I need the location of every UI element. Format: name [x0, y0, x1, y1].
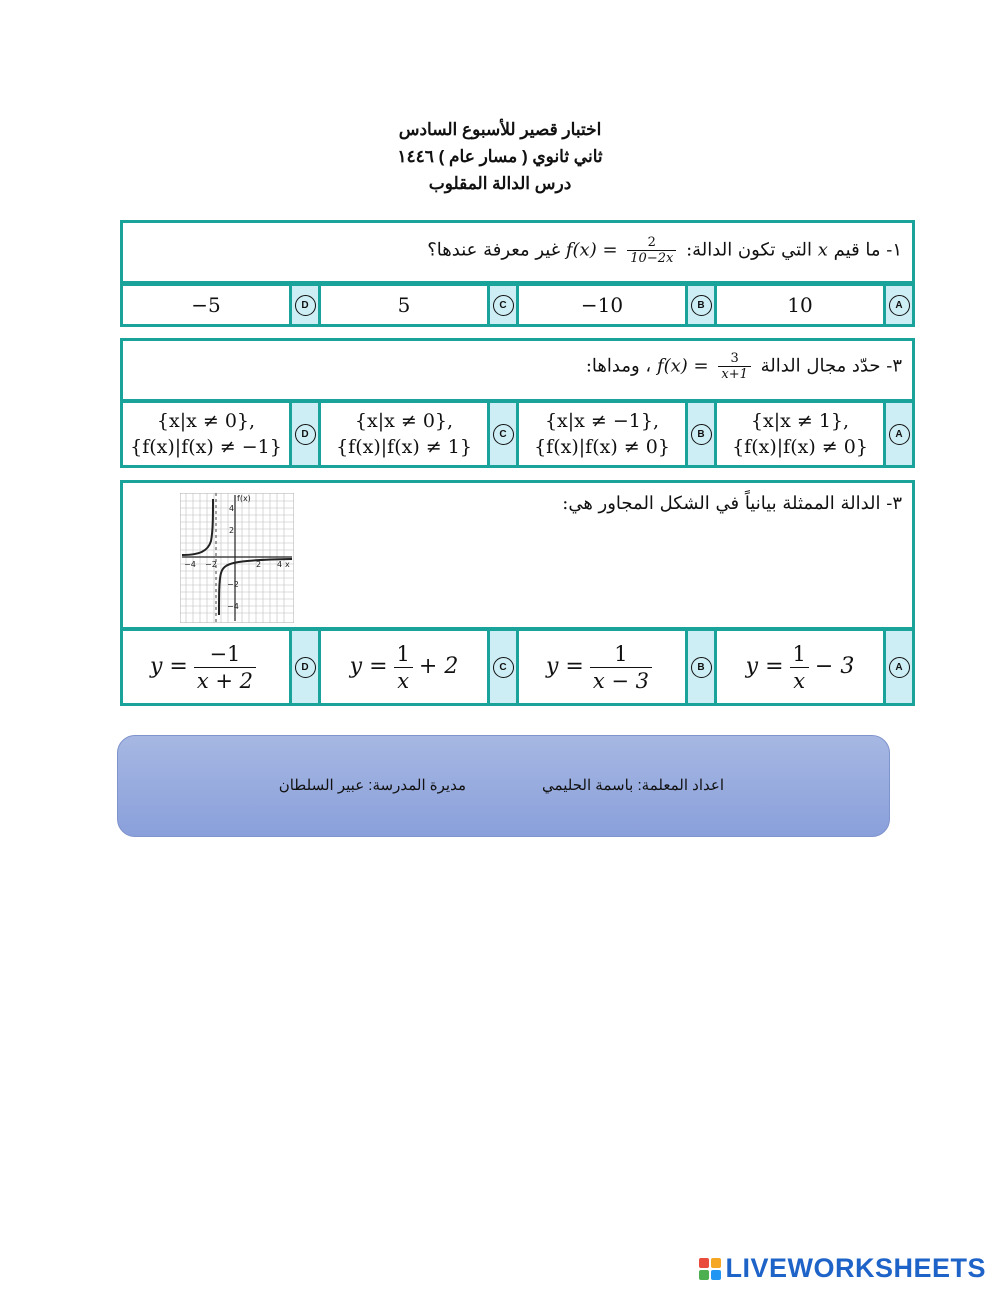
graph-ytick: −4: [227, 602, 239, 611]
question-3-box: [120, 480, 915, 630]
option-badge-b: B: [691, 424, 712, 445]
quiz-lesson: درس الدالة المقلوب: [428, 174, 572, 193]
q3-option-b[interactable]: [685, 631, 714, 703]
signature-box: [117, 735, 890, 837]
teacher-name: اعداد المعلمة: باسمة الحليمي: [542, 777, 724, 794]
q2-option-b[interactable]: [685, 403, 714, 465]
q1-answer-c[interactable]: 5: [318, 286, 487, 324]
liveworksheets-logo[interactable]: [699, 1253, 986, 1284]
liveworksheets-logo-icon: [699, 1258, 721, 1280]
q1-answer-b[interactable]: −10: [516, 286, 685, 324]
option-badge-c: C: [493, 295, 514, 316]
q1-option-b[interactable]: [685, 286, 714, 324]
option-badge-a: A: [889, 424, 910, 445]
question-1-fraction: $\frac{2}{10-2x}$: [627, 235, 676, 266]
question-2-fraction: $\frac{3}{x+1}$: [718, 351, 751, 382]
question-3-options: [120, 628, 915, 706]
q2-option-d[interactable]: [289, 403, 318, 465]
question-1-box: [120, 220, 915, 284]
q2-option-a[interactable]: [883, 403, 912, 465]
option-badge-b: B: [691, 295, 712, 316]
q2-answer-c[interactable]: {x|x ≠ 0}, {f(x)|f(x) ≠ 1}: [318, 403, 487, 465]
question-2-box: [120, 338, 915, 402]
graph-x-label: x: [285, 560, 290, 569]
graph-xtick: 4: [277, 560, 283, 569]
q1-option-a[interactable]: [883, 286, 912, 324]
q3-answer-a[interactable]: y = $\frac{1}{x}$ − 3: [714, 631, 883, 703]
principal-name: مديرة المدرسة: عبير السلطان: [278, 777, 466, 794]
q2-answer-b[interactable]: {x|x ≠ −1}, {f(x)|f(x) ≠ 0}: [516, 403, 685, 465]
option-badge-d: D: [295, 424, 316, 445]
q2-answer-a[interactable]: {x|x ≠ 1}, {f(x)|f(x) ≠ 0}: [714, 403, 883, 465]
option-badge-a: A: [889, 295, 910, 316]
q3-answer-c[interactable]: y = $\frac{1}{x}$ + 2: [318, 631, 487, 703]
graph-ytick: 4: [229, 504, 235, 513]
graph-xtick: −4: [184, 560, 196, 569]
graph-y-label: f(x): [237, 494, 251, 503]
q3-option-a[interactable]: [883, 631, 912, 703]
q3-answer-b[interactable]: y = $\frac{1}{x - 3}$: [516, 631, 685, 703]
q2-option-c[interactable]: [487, 403, 516, 465]
option-badge-c: C: [493, 657, 514, 678]
quiz-grade: ثاني ثانوي ( مسار عام ) ١٤٤٦: [397, 147, 603, 166]
q2-answer-d[interactable]: {x|x ≠ 0}, {f(x)|f(x) ≠ −1}: [130, 410, 282, 458]
q3-option-c[interactable]: [487, 631, 516, 703]
option-badge-b: B: [691, 657, 712, 678]
q1-option-d[interactable]: [289, 286, 318, 324]
q3-option-d[interactable]: [289, 631, 318, 703]
graph-xtick: −2: [205, 560, 217, 569]
q1-answer-d[interactable]: −5: [191, 293, 221, 317]
graph-ytick: −2: [227, 580, 239, 589]
question-3-text: ٣- الدالة الممثلة بيانياً في الشكل المجاور هي:: [562, 493, 902, 514]
question-2-text: ٣- حدّد مجال الدالة f(x) = $\frac{3}{x+1}$ ، ومداها:: [585, 351, 902, 382]
question-1-text: ١- ما قيم x التي تكون الدالة: f(x) = $\frac{2}{10-2x}$ غير معرفة عندها؟: [427, 235, 902, 266]
question-2-options: [120, 400, 915, 468]
liveworksheets-logo-text: LIVEWORKSHEETS: [725, 1253, 986, 1283]
quiz-title: اختبار قصير للأسبوع السادس: [398, 120, 602, 139]
q1-option-c[interactable]: [487, 286, 516, 324]
option-badge-a: A: [889, 657, 910, 678]
option-badge-d: D: [295, 295, 316, 316]
question-1-options: [120, 283, 915, 327]
option-badge-c: C: [493, 424, 514, 445]
graph-xtick: 2: [256, 560, 262, 569]
q1-answer-a[interactable]: 10: [714, 286, 883, 324]
q3-answer-d[interactable]: y = $\frac{-1}{x + 2}$: [123, 631, 289, 703]
graph-ytick: 2: [229, 526, 235, 535]
option-badge-d: D: [295, 657, 316, 678]
reciprocal-function-graph: [180, 493, 294, 623]
